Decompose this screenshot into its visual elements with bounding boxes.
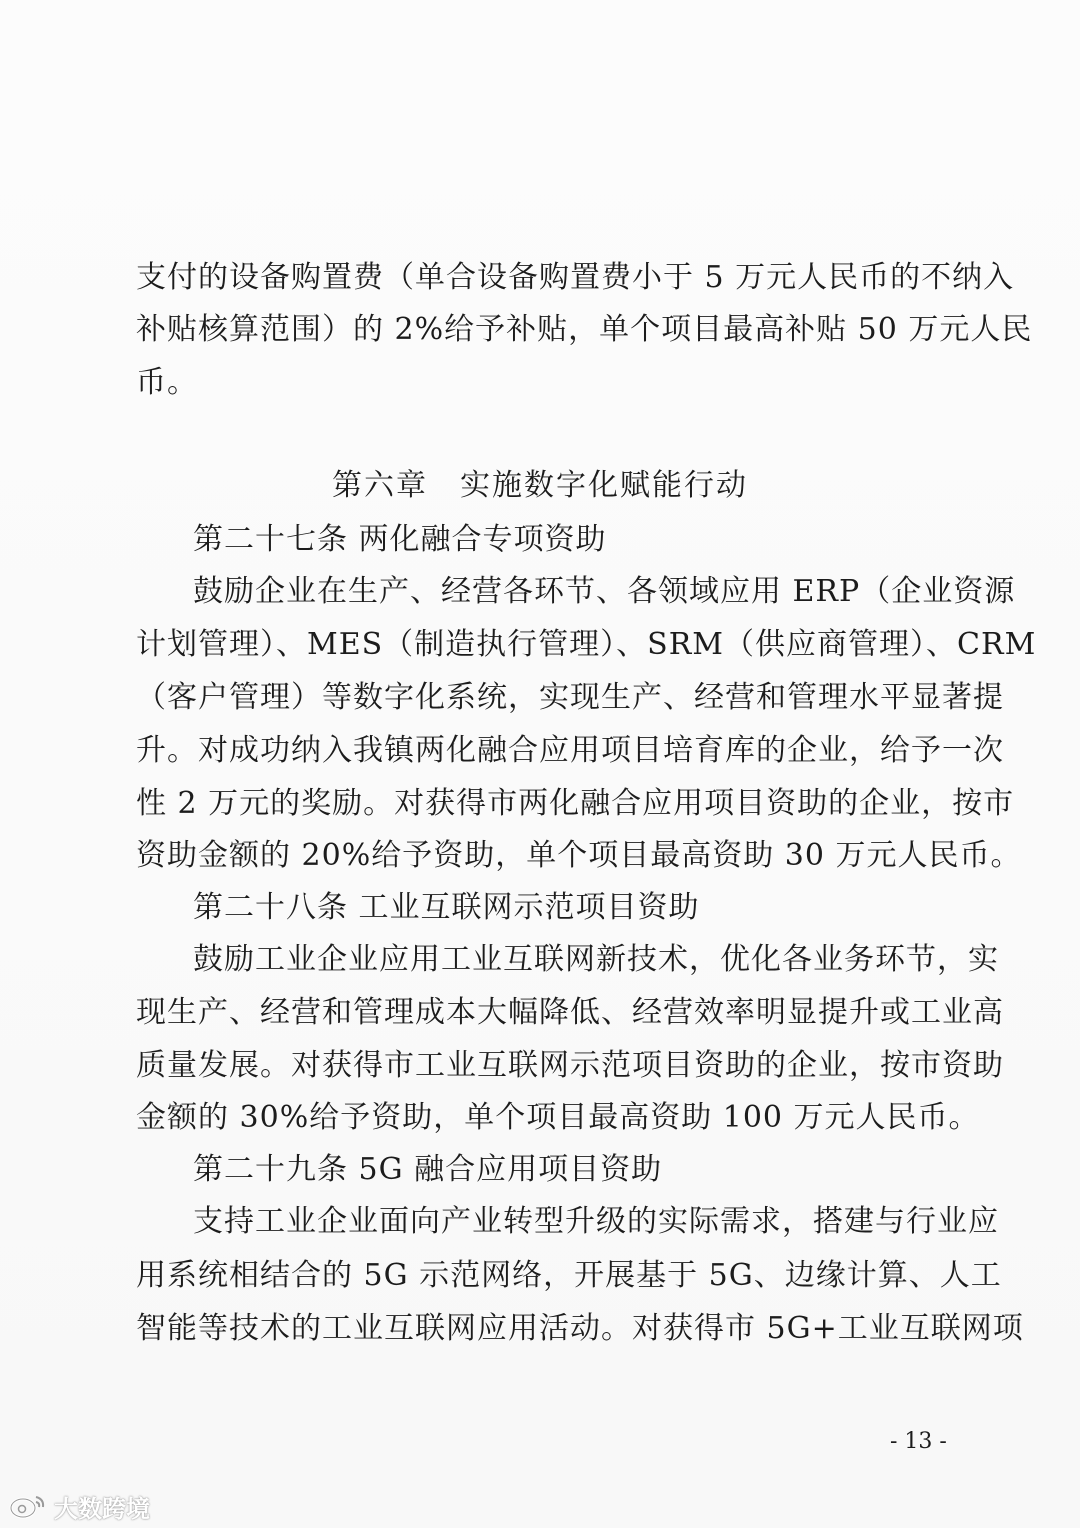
article-heading: 第二十八条 工业互联网示范项目资助 — [193, 890, 700, 925]
paragraph-line: 支持工业企业面向产业转型升级的实际需求，搭建与行业应 — [193, 1204, 999, 1239]
weibo-style-logo-icon — [8, 1493, 48, 1519]
paragraph-line: 质量发展。对获得市工业互联网示范项目资助的企业，按市资助 — [136, 1048, 1004, 1083]
paragraph-line: 性 2 万元的奖励。对获得市两化融合应用项目资助的企业，按市 — [136, 786, 1015, 821]
paragraph-line: 现生产、经营和管理成本大幅降低、经营效率明显提升或工业高 — [136, 995, 1004, 1030]
paragraph-line: 升。对成功纳入我镇两化融合应用项目培育库的企业，给予一次 — [136, 733, 1004, 768]
paragraph-line: 币。 — [136, 365, 198, 400]
article-heading: 第二十七条 两化融合专项资助 — [193, 522, 607, 557]
paragraph-line: 资助金额的 20%给予资助，单个项目最高资助 30 万元人民币。 — [136, 838, 1022, 873]
watermark — [8, 1490, 150, 1522]
paragraph-line: 智能等技术的工业互联网应用活动。对获得市 5G+工业互联网项 — [136, 1311, 1024, 1346]
page-number: - 13 - — [890, 1429, 947, 1454]
watermark-text: 大数跨境 — [54, 1494, 150, 1523]
paragraph-line: 支付的设备购置费（单合设备购置费小于 5 万元人民币的不纳入 — [136, 260, 1015, 295]
paragraph-line: 金额的 30%给予资助，单个项目最高资助 100 万元人民币。 — [136, 1100, 980, 1135]
paragraph-line: 计划管理）、MES（制造执行管理）、SRM（供应商管理）、CRM — [136, 627, 1037, 662]
article-heading: 第二十九条 5G 融合应用项目资助 — [193, 1152, 663, 1187]
paragraph-line: 用系统相结合的 5G 示范网络，开展基于 5G、边缘计算、人工 — [136, 1258, 1002, 1293]
paragraph-line: 补贴核算范围）的 2%给予补贴，单个项目最高补贴 50 万元人民 — [136, 312, 1033, 347]
chapter-title: 第六章 实施数字化赋能行动 — [332, 468, 748, 503]
paragraph-line: （客户管理）等数字化系统，实现生产、经营和管理水平显著提 — [136, 680, 1004, 715]
paragraph-line: 鼓励企业在生产、经营各环节、各领域应用 ERP（企业资源 — [193, 574, 1016, 609]
paragraph-line: 鼓励工业企业应用工业互联网新技术，优化各业务环节，实 — [193, 942, 999, 977]
